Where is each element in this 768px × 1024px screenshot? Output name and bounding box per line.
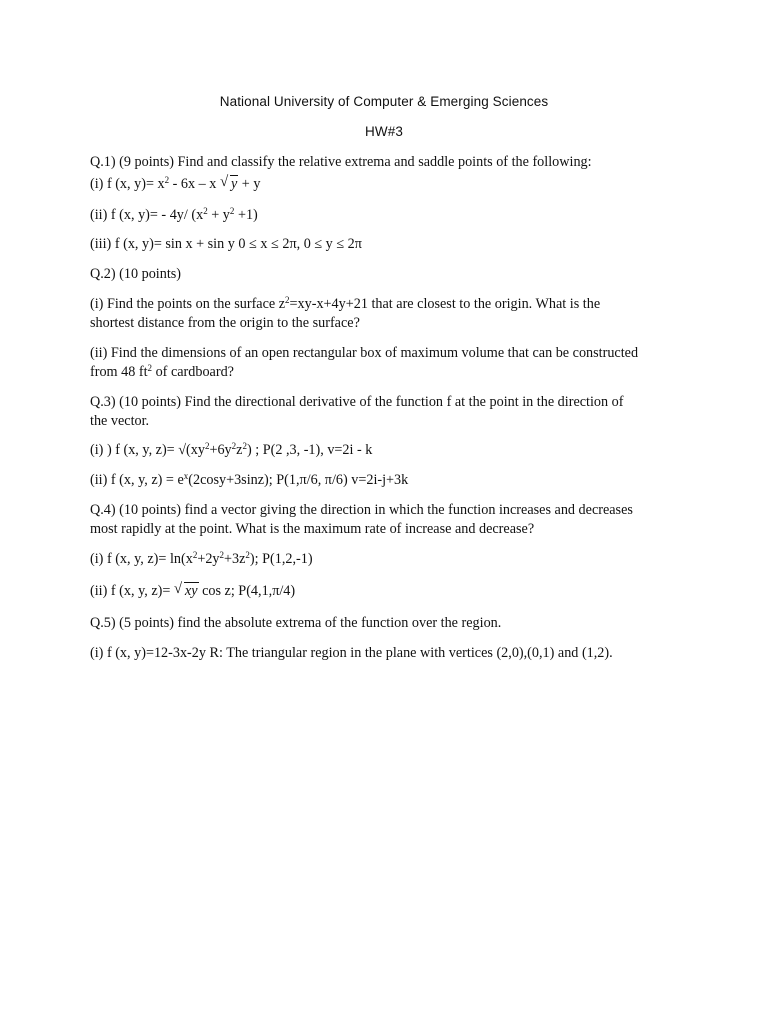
q5-part-i: (i) f (x, y)=12-3x-2y R: The triangular region in the plane with vertices (2,0),(0,1) and (1,2). xyxy=(90,645,613,661)
q1-part-ii: (ii) f (x, y)= - 4y/ $(x^2 + y^2 +1)$ xyxy=(90,206,258,223)
q2-intro: Q.2) (10 points) xyxy=(90,266,182,282)
q4-part-i: (i) f (x, y, $z)= \ln(x^2+2y^2+3z^2)$; P(1,2,-1) xyxy=(90,550,313,567)
q5-intro: Q.5) (5 points) find the absolute extrema of the function over the region. xyxy=(90,615,502,631)
q1-part-iii: (iii) f (x, y)= sin x + sin y 0 ≤ x ≤ 2π, 0 ≤ y ≤ 2π xyxy=(90,236,362,252)
q3-intro-line1: Q.3) (10 points) Find the directional derivative of the function f at the point in the direction of xyxy=(90,394,624,410)
q4-intro-line1: Q.4) (10 points) find a vector giving the direction in which the function increases and decreases xyxy=(90,502,633,518)
q1-intro: Q.1) (9 points) Find and classify the relative extrema and saddle points of the following: xyxy=(90,154,592,170)
q4-intro-line2: most rapidly at the point. What is the maximum rate of increase and decrease? xyxy=(90,521,535,537)
q3-part-ii: (ii) f (x, y, $z) = e^x(2\cos y+3\sin z)$; P(1,π/6, π/6) v=2i-j+3k xyxy=(90,471,409,488)
q2-part-ii-line1: (ii) Find the dimensions of an open rectangular box of maximum volume that can be constructed xyxy=(90,345,639,361)
q3-part-i: (i) ) f (x, y, $z)= √(xy^2+6y^2z^2)$ ; P(2 ,3, -1), v=2i - k xyxy=(90,441,373,458)
university-title: National University of Computer & Emerging Sciences xyxy=(219,94,549,109)
sqrt-symbol: √ xy xyxy=(175,582,199,601)
sqrt-symbol: √ y xyxy=(221,175,238,194)
q2-part-i-line1: (i) Find the points on the surface $z^2=xy-x+4y+21$ that are closest to the origin. What is the xyxy=(90,295,601,312)
q4-part-ii: (ii) f (x, y, z)= √ xy cos z; P(4,1,π/4) xyxy=(90,582,670,601)
q3-intro-line2: the vector. xyxy=(90,413,150,429)
q1-part-i: (i) f (x, $y)= x^2 - 6x - x$ √ y + y xyxy=(90,175,670,194)
homework-title: HW#3 xyxy=(365,124,403,139)
q2-part-ii-line2: from 48 $ft^2$ of cardboard? xyxy=(90,363,234,380)
q2-part-i-line2: shortest distance from the origin to the surface? xyxy=(90,315,360,331)
